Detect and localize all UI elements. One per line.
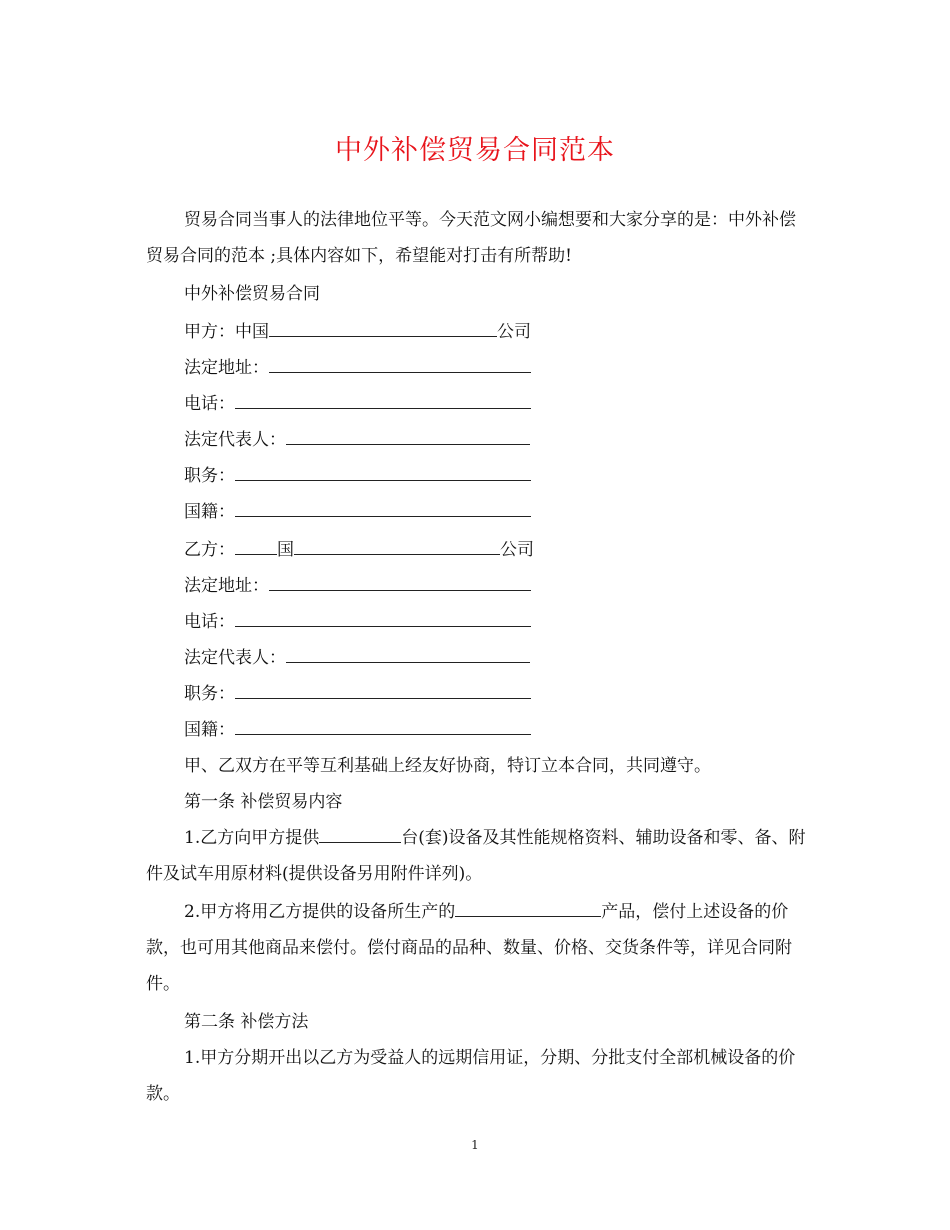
party-a-position-label: 职务： xyxy=(184,466,235,486)
party-b-position-label: 职务： xyxy=(184,684,235,704)
article-1-clause-1-end: 台(套)设备及其性能规格资料、辅助设备和零、备、附件及试车用原材料(提供设备另用附件详列)。 xyxy=(146,828,806,884)
party-a-suffix: 公司 xyxy=(497,322,531,342)
party-b-rep-label: 法定代表人： xyxy=(184,648,286,668)
article-1-clause-1 xyxy=(146,820,806,892)
party-b-position-line xyxy=(184,680,531,706)
party-b-phone-line xyxy=(184,608,531,634)
party-a-phone-label: 电话： xyxy=(184,394,235,414)
party-b-nationality-blank xyxy=(235,716,531,735)
party-a-nationality-label: 国籍： xyxy=(184,502,235,522)
party-a-position-blank xyxy=(235,462,531,481)
party-a-phone-blank xyxy=(235,390,531,409)
article-1-clause-2-start: 2.甲方将用乙方提供的设备所生产的 xyxy=(184,902,456,922)
party-b-rep-blank xyxy=(286,644,530,663)
party-b-address-label: 法定地址： xyxy=(184,576,269,596)
document-title: 中外补偿贸易合同范本 xyxy=(335,135,615,166)
agreement-statement: 甲、乙双方在平等互利基础上经友好协商，特订立本合同，共同遵守。 xyxy=(184,756,711,776)
party-b-phone-label: 电话： xyxy=(184,612,235,632)
party-b-nationality-line xyxy=(184,716,531,742)
article-1-product-blank xyxy=(455,898,601,917)
party-a-rep-label: 法定代表人： xyxy=(184,430,286,450)
article-1-clause-2 xyxy=(146,894,806,1002)
article-2-clause-1: 1.甲方分期开出以乙方为受益人的远期信用证，分期、分批支付全部机械设备的价款。 xyxy=(146,1048,796,1104)
party-b-rep-line xyxy=(184,644,530,670)
party-a-address-line xyxy=(184,354,531,380)
page-number: 1 xyxy=(471,1138,479,1152)
article-1-heading: 第一条 补偿贸易内容 xyxy=(184,792,343,812)
party-a-position-line xyxy=(184,462,531,488)
party-b-country-suffix: 国 xyxy=(277,540,294,560)
party-a-line xyxy=(184,318,531,344)
party-b-name-blank xyxy=(294,536,500,555)
party-a-name-blank xyxy=(269,318,497,337)
article-2-heading: 第二条 补偿方法 xyxy=(184,1012,309,1032)
party-b-phone-blank xyxy=(235,608,531,627)
contract-subtitle: 中外补偿贸易合同 xyxy=(184,284,320,304)
party-b-country-blank xyxy=(235,536,277,555)
party-a-address-blank xyxy=(269,354,531,373)
party-a-rep-blank xyxy=(286,426,530,445)
party-a-label: 甲方：中国 xyxy=(184,322,269,342)
party-b-suffix: 公司 xyxy=(500,540,534,560)
party-b-label: 乙方： xyxy=(184,540,235,560)
party-b-line xyxy=(184,536,534,562)
party-a-rep-line xyxy=(184,426,530,452)
party-a-address-label: 法定地址： xyxy=(184,358,269,378)
party-b-address-blank xyxy=(269,572,531,591)
article-1-clause-2-end: 产品，偿付上述设备的价款，也可用其他商品来偿付。偿付商品的品种、数量、价格、交货条件等，详见合同附件。 xyxy=(146,902,792,994)
party-b-address-line xyxy=(184,572,531,598)
party-a-phone-line xyxy=(184,390,531,416)
party-a-nationality-line xyxy=(184,498,531,524)
intro-paragraph: 贸易合同当事人的法律地位平等。今天范文网小编想要和大家分享的是：中外补偿贸易合同的范本 ;具体内容如下，希望能对打击有所帮助! xyxy=(146,210,796,266)
article-1-clause-1-start: 1.乙方向甲方提供 xyxy=(184,828,320,848)
party-b-nationality-label: 国籍： xyxy=(184,720,235,740)
article-1-quantity-blank xyxy=(319,824,401,843)
party-a-nationality-blank xyxy=(235,498,531,517)
party-b-position-blank xyxy=(235,680,531,699)
